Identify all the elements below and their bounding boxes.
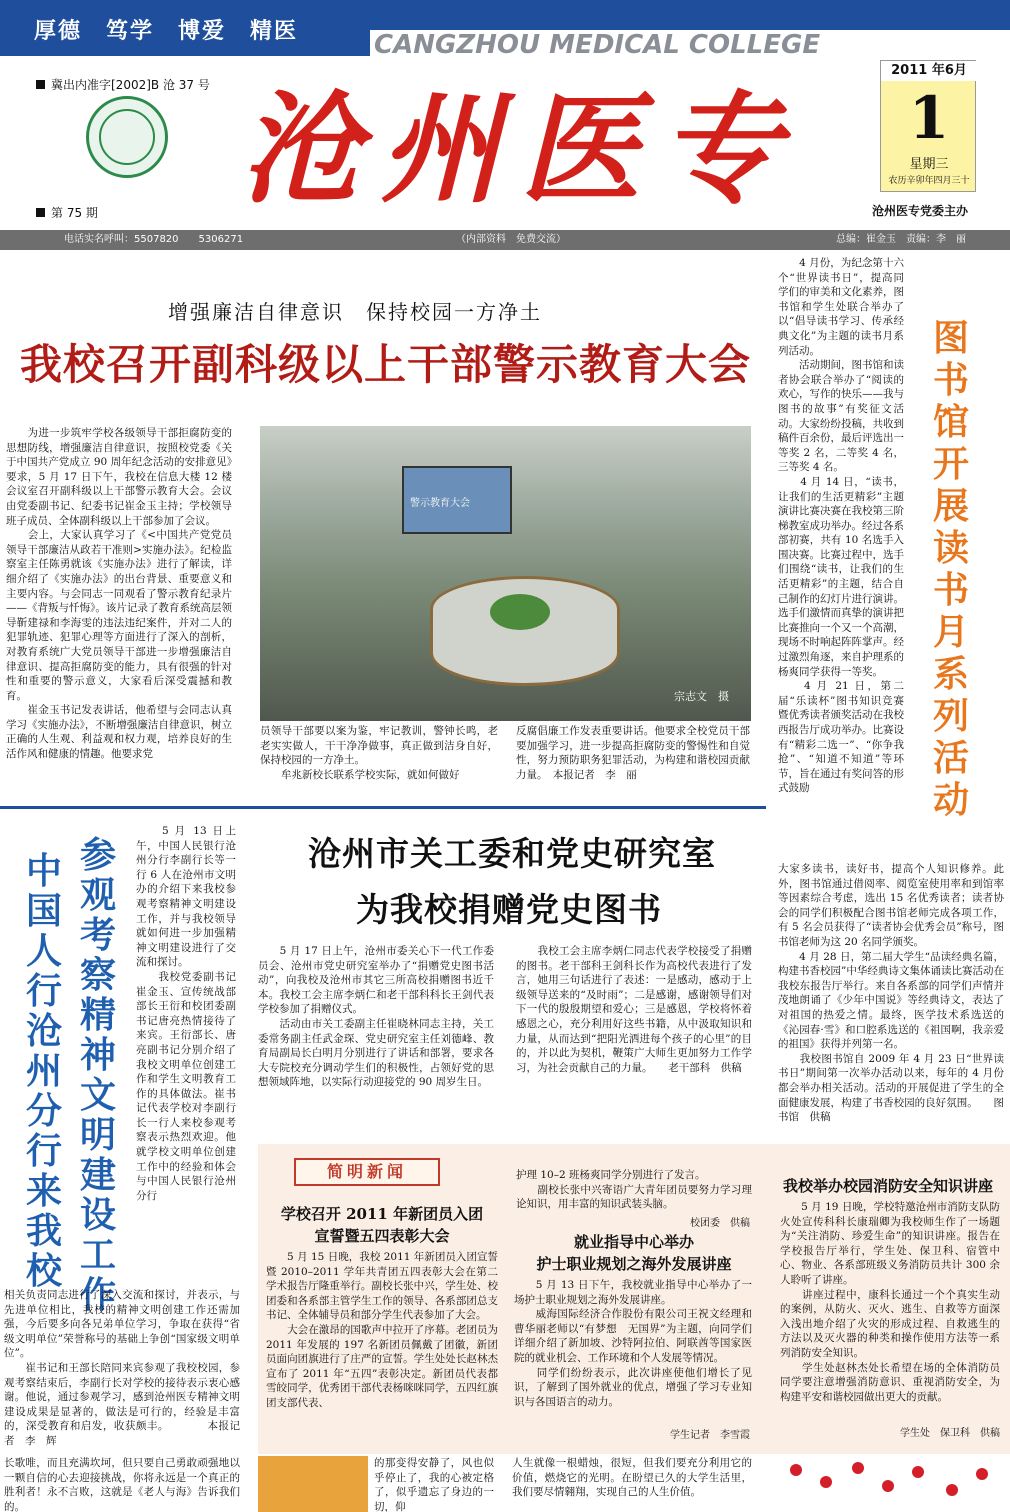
conference-table <box>430 576 620 686</box>
date-weekday: 星期三 <box>909 157 949 172</box>
news-2-body: 5 月 13 日下午，我校就业指导中心举办了一场护士职业规划之海外发展讲座。 威海国际经济合作股份有限公司王祝文经理和曹华丽老师以“有梦想 无国界”为主题，向同学们详细介绍了新加坡、沙特阿拉伯、阿联酋等国家医院的就业机会、工作环境和个人发展等情况。 同学们纷纷表示，此次讲座使他们增长了见识，了解到了国外就业的优点，增强了学习专业知识与各国语言的动力。 <box>514 1279 752 1408</box>
bank-column-top: 5 月 13 日上午，中国人民银行沧州分行李副行长等一行 6 人在沧州市文明办的介绍下来我校参观考察精神文明建设工作，并与我校领导就如何进一步加强精神文明建设进行了交流和探讨。 我校党委副书记崔金玉、宣传统战部部长王衍和校团委副书记唐亮热情接待了来宾。王衍部长、唐亮副书记分别介绍了我校文明单位创建工作和学生文明教育工作的具体做法。崔书记代表学校对李副行长一行人来校参观考察表示热烈欢迎。他就学校文明单位创建工作中的经验和体会与中国人民银行沧州分行 <box>136 825 236 1202</box>
donation-column-2: 我校工会主席李炳仁同志代表学校接受了捐赠的图书。老干部科王剑科长作为高校代表进行了发言，她用三句话进行了表述：一是感动，感动于上级领导送来的“及时雨”；二是感谢，感谢领导们对下一代的殷殷期望和爱心；三是感恩，学校将怀着感恩之心，充分利用好这些书籍，从中汲取知识和力量，从而达到“把阳光洒进每个孩子的心里”的目的，并以此为契机，鞭策广大师生更加努力工作学习，为社会贡献自己的力量。 老干部科 供稿 <box>516 945 752 1074</box>
host-line: 沧州医专党委主办 <box>872 204 969 218</box>
news-1-body-cont: 护理 10–2 班杨爽同学分别进行了发言。 副校长张中兴寄语广大青年团员要努力学习理论知识，用丰富的知识武装头脑。 <box>516 1169 752 1211</box>
date-year-month: 2011 年6月 <box>881 61 977 81</box>
bottom-article-left: 长歌唯，而且充满坎坷，但只要自己勇敢顽强地以一颗自信的心去迎接挑战，你将永远是一个真正的胜利者！永不言败，这就是《老人与海》告诉我们的。 <box>4 1457 240 1512</box>
photo-credit: 宗志文 摄 <box>674 690 729 703</box>
news-2-title-line-2: 护士职业规划之海外发展讲座 <box>536 1255 732 1273</box>
bank-headline-b: 中国人行沧州分行来我校 <box>25 851 62 1292</box>
donation-headline-1: 沧州市关工委和党史研究室 <box>308 834 716 873</box>
date-day: 1 <box>908 84 950 152</box>
date-lunar: 农历辛卯年四月三十 <box>888 176 970 186</box>
info-bar <box>0 230 1010 250</box>
lead-subheadline: 增强廉洁自律意识 保持校园一方净土 <box>168 300 542 324</box>
news-1-title-line-2: 宣誓暨五四表彰大会 <box>314 1227 450 1245</box>
bank-column-bottom: 相关负责同志进行了深入交流和探讨，并表示，与先进单位相比，我校的精神文明创建工作还需加强，今后要多向各兄弟单位学习，争取在获得“省级文明单位”荣誉称号的基础上争创“国家级文明单位”。 崔书记和王部长陪同来宾参观了我校校园，参观考察结束后，李副行长对学校的接待表示衷心感谢。他说，通过参观学习，感到沧州医专精神文明建设成果是显著的，做法是可行的，经验是丰富的，深受教育和启发，收获颇丰。 本报记者 李 辉 <box>4 1289 240 1447</box>
news-1-body: 5 月 15 日晚，我校 2011 年新团员入团宣誓暨 2010–2011 学年共青团五四表彰大会在第二学术报告厅隆重举行。副校长张中兴，学生处、校团委和各系部主管学生工作的领导、各系部团总支书记、全体辅导员和部分学生代表参加了大会。 大会在激昂的国歌声中拉开了序幕。老团员为 2011 年发展的 197 名新团员佩戴了团徽，新团员面向团旗进行了庄严的宣誓。学生处处长赵林杰宣布了 2011 年“五四”表彰决定。新团员代表都雪皎同学，优秀团干部代表杨咪咪同学，五四红旗团支部代表、 <box>266 1251 498 1409</box>
news-1-title-line-1: 学校召开 2011 年新团员入团 <box>280 1205 484 1223</box>
donation-headline-2: 为我校捐赠党史图书 <box>356 890 662 929</box>
donation-column-1: 5 月 17 日上午，沧州市委关心下一代工作委员会、沧州市党史研究室举办了“捐赠党史图书活动”，向我校及沧州市其它三所高校捐赠图书近千本。我校工会主席李炳仁和老干部科科长王剑代表学校参加了捐赠仪式。 活动由市关工委副主任崔晓林同志主持，关工委常务副主任武金琛、党史研究室主任刘德峰、教育局副局长白明月分别进行了讲话和部署，要求各大专院校充分调动学生们的积极性，占领好党的思想领域阵地，以实际行动迎接党的 90 周岁生日。 <box>258 945 494 1089</box>
projection-screen: 警示教育大会 <box>402 466 512 534</box>
date-box <box>880 60 976 192</box>
info-phone: 电话实名呼叫：5507820 5306271 <box>64 234 244 245</box>
library-column-bottom: 大家多读书，读好书，提高个人知识修养。此外，图书馆通过借阅率、阅览室使用率和到馆率等因素综合考虑，选出 15 名优秀读者；读者协会的同学们积极配合图书馆老师完成各项工作，有 5 名会员获得了“读者协会优秀会员”称号，图书馆老师为这 20 名同学颁奖。 4 月 28 日，第二届大学生“品读经典名篇，构建书香校园”中华经典诗文集体诵读比赛活动在我校东报告厅举行。来自各系部的同学们声情并茂地朗诵了《少年中国说》等经典诗文，表达了对祖国的热爱之情。最终，医学技术系选送的《沁园春·雪》和口腔系选送的《祖国啊，我亲爱的祖国》获得并列第一名。 我校图书馆自 2009 年 4 月 23 日“世界读书日”期间第一次举办活动以来，每年的 4 月份都会举办相关活动。活动的开展促进了学生的全面健康发展，构建了书香校园的良好氛围。 图书馆 供稿 <box>778 863 1004 1124</box>
news-2-signature: 学生记者 李雪霞 <box>670 1430 750 1441</box>
school-logo <box>86 96 168 178</box>
publication-number: 冀出内准字[2002]B 沧 37 号 <box>36 76 210 93</box>
bank-headline-a: 参观考察精神文明建设工作 <box>79 835 116 1316</box>
news-3-signature: 学生处 保卫科 供稿 <box>900 1428 1000 1439</box>
brief-news-tag: 简明新闻 <box>294 1158 440 1186</box>
bottom-illustration <box>258 1456 368 1512</box>
lead-column-3: 反腐倡廉工作发表重要讲话。他要求全校党员干部要加强学习，进一步提高拒腐防变的警惕性和自觉性，努力预防职务犯罪活动，为构建和谐校园贡献力量。 本报记者 李 丽 <box>516 725 750 781</box>
english-name: CANGZHOU MEDICAL COLLEGE <box>370 30 1010 60</box>
info-editors: 总编：崔金玉 责编：李 丽 <box>836 234 966 245</box>
news-2-title-line-1: 就业指导中心举办 <box>573 1233 694 1251</box>
info-internal: （内部资料 免费交流） <box>456 234 566 245</box>
masthead-title: 沧州医专 <box>240 79 800 220</box>
table-plants <box>490 594 550 630</box>
lead-headline: 我校召开副科级以上干部警示教育大会 <box>20 340 752 389</box>
school-motto: 厚德 笃学 博爱 精医 <box>34 19 299 44</box>
bottom-article-mid: 的那变得安静了，风也似乎停止了，我的心被定格了，似乎遗忘了身边的一切，仰 <box>374 1457 494 1512</box>
bottom-article-right: 人生就像一根蜡烛，很短，但我们要充分利用它的价值，燃烧它的光明。在盼望已久的大学生活里，我们要尽情翱翔，实现自己的人生价值。 <box>512 1457 752 1499</box>
lead-column-2: 员领导干部要以案为鉴，牢记教训，警钟长鸣，老老实实做人，干干净净做事，真正做到洁身自好，保持校园的一方净土。 牟兆新校长联系学校实际，就如何做好 <box>260 725 498 781</box>
issue-number: 第 75 期 <box>36 204 98 221</box>
news-1-signature: 校团委 供稿 <box>690 1218 750 1229</box>
meeting-photo <box>260 426 751 721</box>
library-column-top: 4 月份，为纪念第十六个“世界读书日”，提高同学们的审美和文化素养，图书馆和学生处联合举办了以“倡导读书学习、传承经典文化”为主题的读书月系列活动。 活动期间，图书馆和读者协会联合举办了“阅读的欢心，写作的快乐——我与图书的故事”有奖征文活动。大家纷纷投稿，共收到稿件百余份，最后评选出一等奖 2 名，二等奖 4 名，三等奖 4 名。 4 月 14 日，“读书，让我们的生活更精彩”主题演讲比赛决赛在我校第三阶梯教室成功举办。经过各系部初赛，共有 10 名选手入围决赛。比赛过程中，选手们围绕“读书，让我们的生活更精彩”的主题，结合自己制作的幻灯片进行演讲。选手们激情而真挚的演讲把比赛推向一个又一个高潮，现场不时响起阵阵掌声。经过激烈角逐，来自护理系的杨爽同学获得一等奖。 4 月 21 日，第二届“乐读杯”图书知识竞赛暨优秀读者颁奖活动在我校西报告厅成功举办。比赛设有“精彩二选一”、“你争我抢”、“知道不知道”等环节，旨在通过有奖问答的形式鼓励 <box>778 257 904 795</box>
section-divider <box>0 806 766 809</box>
hearts-illustration <box>770 1454 1010 1512</box>
news-3-body: 5 月 19 日晚，学校特邀沧州市消防支队防火处宣传科科长康瑞卿为我校师生作了一场题为“关注消防、珍爱生命”的知识讲座。报告在学校报告厅举行，学生处、保卫科、宿管中心、物业、各系部班级义务消防员共计 300 余人聆听了讲座。 讲座过程中，康科长通过一个个真实生动的案例，从防火、灭火、逃生、自救等方面深入浅出地介绍了火灾的形成过程、自救逃生的方法以及灭火器的种类和操作使用方法等一系列消防安全知识。 学生处赵林杰处长希望在场的全体消防员同学要注意增强消防意识、重视消防安全，为构建平安和谐校园做出更大的贡献。 <box>780 1201 1000 1403</box>
lead-column-1: 为进一步筑牢学校各级领导干部拒腐防变的思想防线，增强廉洁自律意识，按照校党委《关于中国共产党成立 90 周年纪念活动的安排意见》要求，5 月 17 日下午，我校在信息大楼 12 楼会议室召开副科级以上干部警示教育大会。会议由党委副书记、纪委书记崔金玉主持；学校领导班子成员、全体副科级以上干部参加了会议。 会上，大家认真学习了《<中国共产党党员领导干部廉洁从政若干准则>实施办法》。纪检监察室主任陈勇就该《实施办法》进行了解读，详细介绍了《实施办法》的出台背景、重要意义和主要内容。与会同志一同观看了警示教育纪录片——《背叛与忏悔》。该片记录了教育系统高层领导靳建禄和李海雯的违法违纪案件，并对二人的犯罪轨迹、犯罪心理等方面进行了深入的剖析，对教育系统广大党员领导干部进一步增强廉洁自律意识、提高拒腐防变的能力，具有很强的针对性和重要的警示意义，大家看后深受震撼和教育。 崔金玉书记发表讲话，他希望与会同志认真学习《实施办法》，不断增强廉洁自律意识，树立正确的人生观、利益观和权力观，培养良好的生活作风和健康的情趣。他要求党 <box>6 427 232 761</box>
library-headline: 图书馆开展读书月系列活动 <box>932 318 969 821</box>
news-3-title: 我校举办校园消防安全知识讲座 <box>782 1177 993 1195</box>
